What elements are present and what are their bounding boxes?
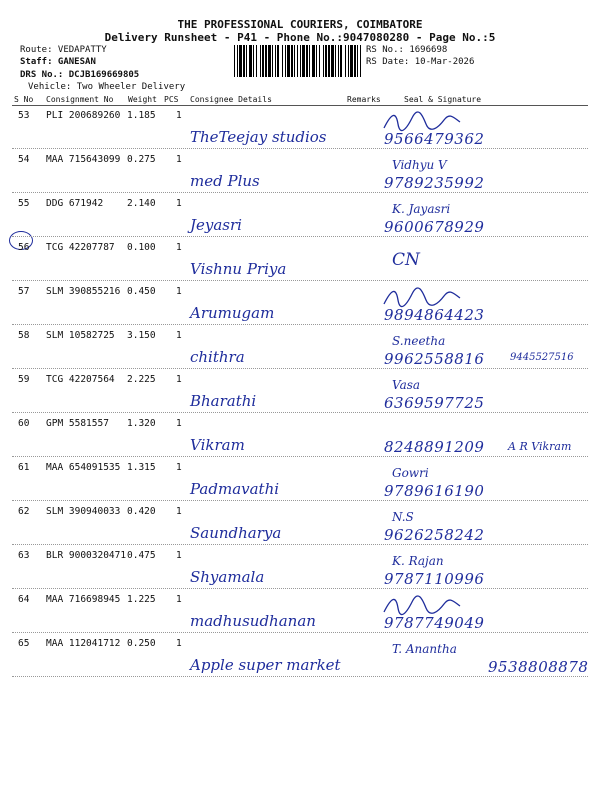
barcode-bar (354, 45, 356, 77)
row-receiver-phone: 9894864423 (384, 306, 485, 324)
row-signature-name: K. Jayasri (392, 202, 451, 216)
row-sno: 57 (18, 286, 30, 297)
barcode-image (234, 45, 362, 77)
barcode-bar (357, 45, 358, 77)
row-weight: 0.250 (127, 638, 156, 649)
row-divider (12, 500, 588, 501)
row-extra-note: 9445527516 (510, 352, 574, 363)
row-weight: 0.420 (127, 506, 156, 517)
row-divider (12, 192, 588, 193)
row-receiver-phone: 9962558816 (384, 350, 485, 368)
row-consignee-name: med Plus (190, 172, 260, 190)
barcode-bar (243, 45, 245, 77)
row-sno: 56 (18, 242, 30, 253)
row-divider (12, 676, 588, 677)
drs-label: DRS No.: DCJB169669805 (20, 70, 140, 80)
row-sno: 53 (18, 110, 30, 121)
barcode-bar (262, 45, 264, 77)
row-signature-name: K. Rajan (392, 554, 444, 568)
route-label: Route: VEDAPATTY (20, 45, 107, 55)
row-divider (12, 236, 588, 237)
barcode-bar (272, 45, 273, 77)
row-receiver-phone: 9626258242 (384, 526, 485, 544)
barcode-bar (312, 45, 315, 77)
row-receiver-phone: 8248891209 (384, 438, 485, 456)
row-consignment: SLM 390855216 (46, 286, 121, 297)
row-consignee-name: Jeyasri (190, 216, 242, 234)
row-sno: 58 (18, 330, 30, 341)
row-signature-name: S.neetha (392, 334, 446, 348)
row-signature-name: Vasa (392, 378, 421, 392)
barcode-bar (328, 45, 330, 77)
row-consignment: BLR 9000320471 (46, 550, 127, 561)
row-weight: 0.450 (127, 286, 156, 297)
row-pcs: 1 (176, 198, 182, 209)
barcode-bar (253, 45, 254, 77)
barcode-bar (287, 45, 290, 77)
row-consignee-name: TheTeejay studios (190, 128, 327, 146)
row-divider (12, 368, 588, 369)
row-consignee-name: Arumugam (190, 304, 275, 322)
row-pcs: 1 (176, 506, 182, 517)
runsheet-subtitle: Delivery Runsheet - P41 - Phone No.:9047080280 - Page No.:5 (104, 31, 496, 44)
barcode-bar (331, 45, 334, 77)
row-signature-name: CN (392, 250, 420, 270)
row-divider (12, 412, 588, 413)
row-consignment: SLM 390940033 (46, 506, 121, 517)
header-rule (12, 105, 588, 106)
company-title: THE PROFESSIONAL COURIERS, COIMBATORE (177, 18, 423, 31)
barcode-bar (323, 45, 324, 77)
row-divider (12, 588, 588, 589)
row-weight: 1.185 (127, 110, 156, 121)
row-sno: 61 (18, 462, 30, 473)
row-signature-scribble (382, 110, 462, 132)
row-consignment: SLM 10582725 (46, 330, 115, 341)
col-sno: S No (14, 95, 34, 104)
row-weight: 2.140 (127, 198, 156, 209)
barcode-bar (335, 45, 336, 77)
barcode-bar (246, 45, 247, 77)
row-signature-scribble (382, 286, 462, 308)
barcode-bar (256, 45, 257, 77)
row-pcs: 1 (176, 462, 182, 473)
row-sno: 55 (18, 198, 30, 209)
row-consignment: MAA 716698945 (46, 594, 121, 605)
col-consignment: Consignment No (46, 95, 114, 104)
row-consignee-name: Apple super market (190, 656, 341, 674)
row-pcs: 1 (176, 638, 182, 649)
barcode-bar (285, 45, 286, 77)
row-pcs: 1 (176, 418, 182, 429)
barcode-bar (309, 45, 310, 77)
col-consignee: Consignee Details (190, 95, 272, 104)
row-divider (12, 544, 588, 545)
row-sno: 54 (18, 154, 30, 165)
row-divider (12, 280, 588, 281)
row-signature-name: Gowri (392, 466, 429, 480)
row-weight: 0.275 (127, 154, 156, 165)
signature-stroke (384, 112, 460, 131)
row-signature-name: N.S (392, 510, 414, 524)
row-divider (12, 148, 588, 149)
barcode-bar (268, 45, 271, 77)
row-consignment: MAA 654091535 (46, 462, 121, 473)
row-pcs: 1 (176, 374, 182, 385)
row-signature-name: Vidhyu V (392, 158, 447, 172)
row-pcs: 1 (176, 286, 182, 297)
row-pcs: 1 (176, 242, 182, 253)
col-seal: Seal & Signature (404, 95, 482, 104)
row-sno: 62 (18, 506, 30, 517)
vehicle-label: Vehicle: Two Wheeler Delivery (28, 82, 186, 92)
row-consignee-name: Bharathi (190, 392, 257, 410)
row-pcs: 1 (176, 594, 182, 605)
barcode-bar (345, 45, 346, 77)
row-receiver-phone: 9789616190 (384, 482, 485, 500)
row-sno: 63 (18, 550, 30, 561)
row-consignment: MAA 715643099 (46, 154, 121, 165)
row-consignee-name: Vikram (190, 436, 245, 454)
row-consignee-name: Shyamala (190, 568, 265, 586)
barcode-bar (360, 45, 361, 77)
row-divider (12, 632, 588, 633)
barcode-bar (316, 45, 317, 77)
row-receiver-phone: 9600678929 (384, 218, 485, 236)
row-weight: 1.225 (127, 594, 156, 605)
row-consignment: DDG 671942 (46, 198, 104, 209)
row-consignment: TCG 42207564 (46, 374, 115, 385)
row-weight: 3.150 (127, 330, 156, 341)
barcode-bar (237, 45, 238, 77)
signature-stroke (384, 596, 460, 615)
barcode-bar (291, 45, 293, 77)
barcode-bar (297, 45, 298, 77)
row-pcs: 1 (176, 154, 182, 165)
barcode-bar (260, 45, 261, 77)
row-consignee-name: chithra (190, 348, 245, 366)
barcode-bar (282, 45, 283, 77)
row-weight: 1.320 (127, 418, 156, 429)
row-consignee-name: Padmavathi (190, 480, 280, 498)
barcode-bar (340, 45, 342, 77)
row-receiver-phone: 6369597725 (384, 394, 485, 412)
row-receiver-phone: 9787110996 (384, 570, 485, 588)
row-consignment: TCG 42207787 (46, 242, 115, 253)
row-consignee-name: Saundharya (190, 524, 282, 542)
row-consignment: GPM 5581557 (46, 418, 109, 429)
staff-label: Staff: GANESAN (20, 57, 96, 67)
row-consignee-name: madhusudhanan (190, 612, 316, 630)
barcode-bar (277, 45, 279, 77)
row-divider (12, 324, 588, 325)
row-sno: 64 (18, 594, 30, 605)
row-weight: 1.315 (127, 462, 156, 473)
rs-number: RS No.: 1696698 (366, 45, 448, 55)
col-remarks: Remarks (347, 95, 381, 104)
barcode-bar (302, 45, 305, 77)
barcode-bar (325, 45, 327, 77)
row-pcs: 1 (176, 330, 182, 341)
barcode-bar (249, 45, 252, 77)
col-pcs: PCS (164, 95, 179, 104)
barcode-bar (275, 45, 276, 77)
row-divider (12, 456, 588, 457)
row-receiver-phone: 9787749049 (384, 614, 485, 632)
row-receiver-phone: 9566479362 (384, 130, 485, 148)
row-sno: 65 (18, 638, 30, 649)
row-receiver-phone: 9538808878 (488, 658, 589, 676)
barcode-bar (348, 45, 349, 77)
barcode-bar (294, 45, 295, 77)
row-sno: 60 (18, 418, 30, 429)
row-pcs: 1 (176, 110, 182, 121)
row-receiver-phone: 9789235992 (384, 174, 485, 192)
row-consignment: MAA 112041712 (46, 638, 121, 649)
row-weight: 0.475 (127, 550, 156, 561)
barcode-bar (300, 45, 301, 77)
barcode-bar (350, 45, 353, 77)
barcode-bar (319, 45, 320, 77)
row-weight: 2.225 (127, 374, 156, 385)
rs-date: RS Date: 10-Mar-2026 (366, 57, 475, 67)
col-weight: Weight (128, 95, 157, 104)
signature-stroke (384, 288, 460, 307)
row-consignment: PLI 200689260 (46, 110, 121, 121)
row-extra-note: A R Vikram (508, 440, 572, 453)
row-weight: 0.100 (127, 242, 156, 253)
barcode-bar (338, 45, 339, 77)
barcode-bar (306, 45, 308, 77)
barcode-bar (265, 45, 267, 77)
row-sno: 59 (18, 374, 30, 385)
row-signature-name: T. Anantha (392, 642, 457, 656)
barcode-bar (239, 45, 242, 77)
row-signature-scribble (382, 594, 462, 616)
row-pcs: 1 (176, 550, 182, 561)
row-consignee-name: Vishnu Priya (190, 260, 287, 278)
barcode-bar (234, 45, 235, 77)
